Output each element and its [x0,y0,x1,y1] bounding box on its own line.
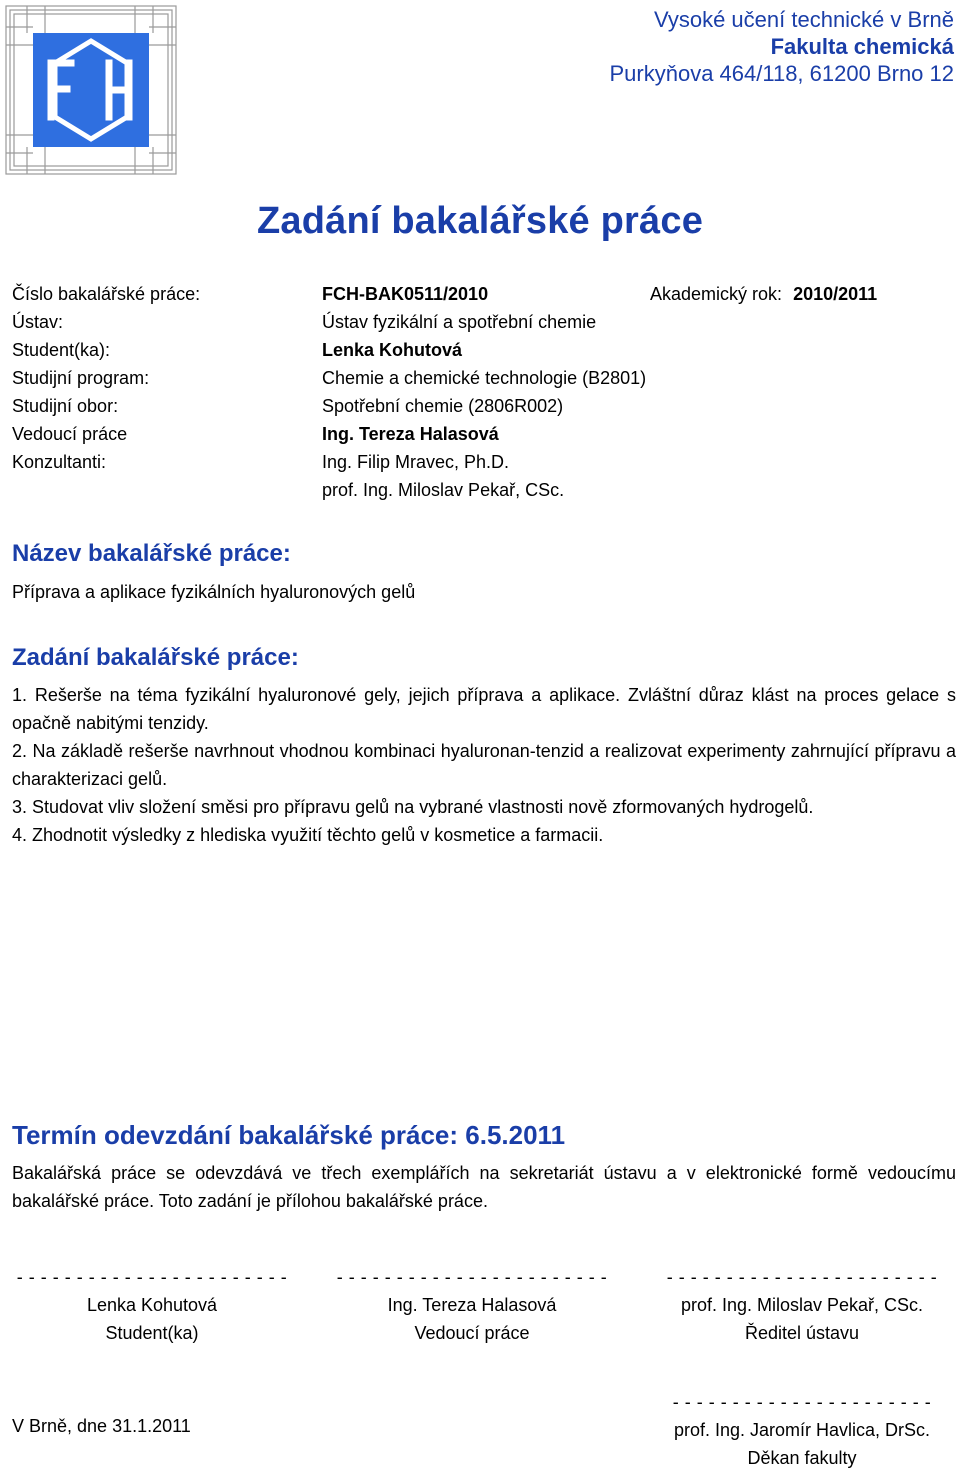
director-signature-name: prof. Ing. Miloslav Pekař, CSc. [680,1295,924,1315]
supervisor-signature [332,1263,612,1347]
faculty-name: Fakulta chemická [770,34,954,59]
signature-line: - - - - - - - - - - - - - - - - - - - - - - [672,1392,932,1412]
student-label: Student(ka): [12,340,111,360]
dean-signature [652,1388,952,1472]
assignment-item: 1. Rešerše na téma fyzikální hyaluronové gely, jejich příprava a aplikace. Zvláštní důraz klást na proces gelace s opačně nabitými tenzidy. [12,685,956,733]
deadline-heading: Termín odevzdání bakalářské práce: 6.5.2011 [12,1120,566,1150]
dean-signature-role: Děkan fakulty [747,1448,857,1468]
student-value: Lenka Kohutová [322,340,463,360]
faculty-address: Purkyňova 464/118, 61200 Brno 12 [609,61,954,86]
university-name: Vysoké učení technické v Brně [653,7,954,32]
deadline-text: Bakalářská práce se odevzdává ve třech exemplářích na sekretariát ústavu a v elektronické formě vedoucímu bakalářské práce. Toto zadání je přílohou bakalářské práce. [12,1163,956,1211]
consultant-1: Ing. Filip Mravec, Ph.D. [322,452,510,472]
page-title: Zadání bakalářské práce [256,200,704,242]
thesis-number-label: Číslo bakalářské práce: [12,284,201,304]
faculty-logo [5,5,177,175]
signature-line: - - - - - - - - - - - - - - - - - - - - - - - [16,1267,288,1287]
program-value: Chemie a chemické technologie (B2801) [322,368,647,388]
assignment-item: 3. Studovat vliv složení směsi pro přípravu gelů na vybrané vlastnosti nově zformovaných hydrogelů. [12,797,814,817]
student-signature-role: Student(ka) [105,1323,199,1343]
student-signature-name: Lenka Kohutová [86,1295,218,1315]
signature-line: - - - - - - - - - - - - - - - - - - - - - - - [666,1267,938,1287]
consultant-2: prof. Ing. Miloslav Pekař, CSc. [322,480,565,500]
consultants-label: Konzultanti: [12,452,107,472]
assignment-item: 4. Zhodnotit výsledky z hlediska využití těchto gelů v kosmetice a farmacii. [12,825,604,845]
academic-year-label: Akademický rok: [650,284,783,304]
institute-label: Ústav: [12,312,64,332]
director-signature [652,1263,952,1347]
supervisor-signature-name: Ing. Tereza Halasová [387,1295,557,1315]
program-label: Studijní program: [12,368,150,388]
thesis-number-value: FCH-BAK0511/2010 [322,284,489,304]
assignment-list [12,681,956,849]
supervisor-value: Ing. Tereza Halasová [322,424,499,444]
document-header [609,6,954,87]
signature-line: - - - - - - - - - - - - - - - - - - - - - - - [336,1267,608,1287]
academic-year [650,284,877,305]
institute-value: Ústav fyzikální a spotřební chemie [322,312,597,332]
dean-signature-name: prof. Ing. Jaromír Havlica, DrSc. [673,1420,931,1440]
field-value: Spotřební chemie (2806R002) [322,396,564,416]
academic-year-value: 2010/2011 [793,284,878,304]
student-signature [12,1263,292,1347]
supervisor-signature-role: Vedoucí práce [414,1323,530,1343]
thesis-name-value: Příprava a aplikace fyzikálních hyaluronových gelů [12,582,416,602]
place-date: V Brně, dne 31.1.2011 [12,1416,191,1436]
assignment-item: 2. Na základě rešerše navrhnout vhodnou kombinaci hyaluronan-tenzid a realizovat experimenty zahrnující přípravu a charakterizaci gelů. [12,741,956,789]
field-label: Studijní obor: [12,396,119,416]
director-signature-role: Ředitel ústavu [744,1323,860,1343]
assignment-heading: Zadání bakalářské práce: [12,644,299,671]
thesis-name-heading: Název bakalářské práce: [12,540,291,567]
logo-graphic [5,5,177,175]
supervisor-label: Vedoucí práce [12,424,128,444]
